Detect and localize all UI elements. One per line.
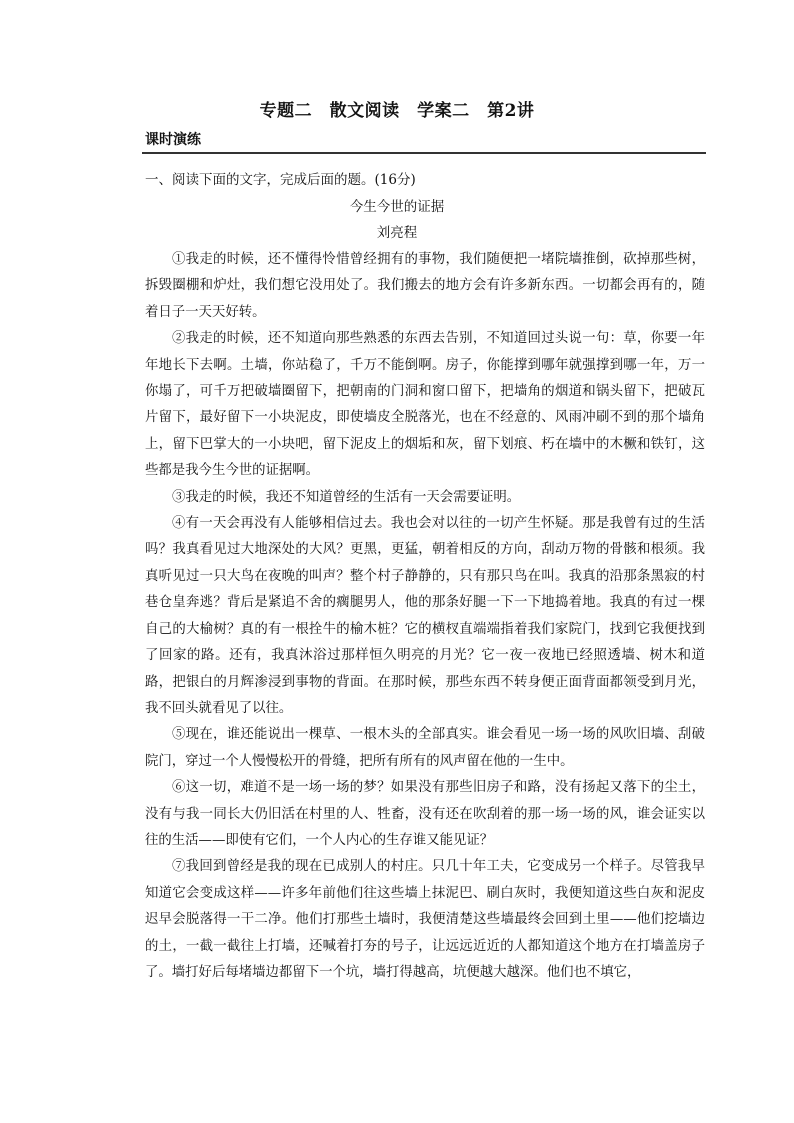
paragraph-3: ③我走的时候，我还不知道曾经的生活有一天会需要证明。: [172, 489, 521, 505]
essay-author: 刘亮程: [376, 225, 418, 241]
question-instruction: 一、阅读下面的文字，完成后面的题。(16分): [145, 172, 416, 188]
paragraph-4: ④有一天会再没有人能够相信过去。我也会对以往的一切产生怀疑。那是我曾有过的生活吗？我真看见过大地深处的大风？更黑，更猛，朝着相反的方向，刮动万物的骨骸和根须。我真听见过一只大鸟在夜晚的叫声？整个村子静静的，只有那只鸟在叫。我真的沿那条黑寂的村巷仓皇奔逃？背后是紧追不舍的瘸腿男人，他的那条好腿一下一下地捣着地。我真的有过一棵自己的大榆树？真的有一根拴牛的榆木桩？它的横杈直端端指着我们家院门，找到它我便找到了回家的路。还有，我真沐浴过那样恒久明亮的月光？它一夜一夜地已经照透墙、树木和道路，把银白的月辉渗浸到事物的背面。在那时候，那些东西不转身便正面背面都领受到月光，我不回头就看见了以往。: [145, 516, 705, 716]
section-divider: [142, 152, 706, 154]
essay-title: 今生今世的证据: [349, 199, 445, 215]
page-title: 专题二 散文阅读 学案二 第2讲: [259, 101, 535, 121]
essay-body: [145, 247, 705, 986]
section-label: 课时演练: [145, 132, 201, 148]
paragraph-1: ①我走的时候，还不懂得怜惜曾经拥有的事物，我们随便把一堵院墙推倒，砍掉那些树，拆毁圈棚和炉灶，我们想它没用处了。我们搬去的地方会有许多新东西。一切都会再有的，随着日子一天天好转。: [145, 252, 705, 320]
paragraph-6: ⑥这一切，难道不是一场一场的梦？如果没有那些旧房子和路，没有扬起又落下的尘土，没有与我一同长大仍旧活在村里的人、牲畜，没有还在吹刮着的那一场一场的风，谁会证实以往的生活——即使有它们，一个人内心的生存谁又能见证？: [145, 780, 705, 848]
paragraph-5: ⑤现在，谁还能说出一棵草、一根木头的全部真实。谁会看见一场一场的风吹旧墙、刮破院门，穿过一个人慢慢松开的骨缝，把所有所有的风声留在他的一生中。: [145, 727, 705, 769]
paragraph-2: ②我走的时候，还不知道向那些熟悉的东西去告别，不知道回过头说一句：草，你要一年年地长下去啊。土墙，你站稳了，千万不能倒啊。房子，你能撑到哪年就强撑到哪一年，万一你塌了，可千万把破墙圈留下，把朝南的门洞和窗口留下，把墙角的烟道和锅头留下，把破瓦片留下，最好留下一小块泥皮，即使墙皮全脱落光，也在不经意的、风雨冲刷不到的那个墙角上，留下巴掌大的一小块吧，留下泥皮上的烟垢和灰，留下划痕、朽在墙中的木橛和铁钉，这些都是我今生今世的证据啊。: [145, 331, 705, 479]
paragraph-7: ⑦我回到曾经是我的现在已成别人的村庄。只几十年工夫，它变成另一个样子。尽管我早知道它会变成这样——许多年前他们往这些墙上抹泥巴、刷白灰时，我便知道这些白灰和泥皮迟早会脱落得一干二净。他们打那些土墙时，我便清楚这些墙最终会回到土里——他们挖墙边的土，一截一截往上打墙，还喊着打夯的号子，让远远近近的人都知道这个地方在打墙盖房子了。墙打好后每堵墙边都留下一个坑，墙打得越高，坑便越大越深。他们也不填它，: [145, 859, 705, 980]
